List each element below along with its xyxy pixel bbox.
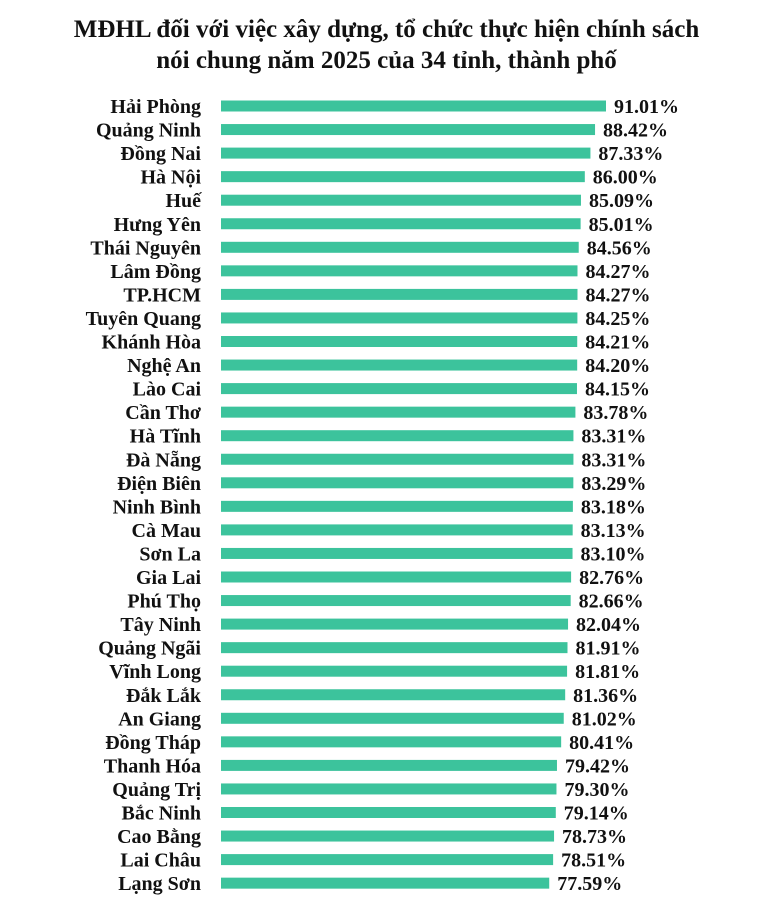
value-label: 84.27% — [585, 260, 651, 283]
bar — [221, 336, 577, 347]
bar — [221, 783, 556, 794]
category-label: Đà Nẵng — [125, 449, 201, 472]
value-label: 83.18% — [580, 496, 646, 519]
bar — [221, 807, 556, 818]
bar — [221, 218, 581, 229]
value-label: 84.21% — [585, 331, 651, 354]
bar — [221, 148, 590, 159]
value-label: 78.51% — [561, 849, 627, 872]
bar — [221, 265, 577, 276]
category-label: Cao Bằng — [117, 826, 201, 849]
category-label: Huế — [165, 190, 201, 213]
category-label: Đồng Nai — [120, 143, 201, 166]
bar — [221, 242, 579, 253]
value-label: 81.36% — [573, 684, 639, 707]
bar — [221, 595, 571, 606]
bar — [221, 878, 549, 889]
bar — [221, 854, 553, 865]
value-label: 79.30% — [564, 778, 630, 801]
value-label: 84.25% — [585, 307, 651, 330]
value-label: 88.42% — [603, 119, 669, 142]
category-label: Đồng Tháp — [105, 731, 201, 754]
category-label: Vĩnh Long — [109, 661, 201, 684]
category-label: Nghệ An — [127, 355, 201, 378]
category-label: Tuyên Quang — [85, 307, 201, 330]
category-label: Ninh Bình — [112, 496, 201, 519]
bar — [221, 524, 573, 535]
value-label: 77.59% — [557, 873, 623, 896]
category-label: Hà Nội — [140, 166, 201, 189]
bar — [221, 171, 585, 182]
bar — [221, 289, 577, 300]
value-label: 83.29% — [581, 472, 647, 495]
bar — [221, 572, 571, 583]
value-label: 85.01% — [588, 213, 654, 236]
value-label: 83.13% — [580, 519, 646, 542]
value-label: 81.91% — [575, 637, 641, 660]
category-label: TP.HCM — [123, 284, 201, 307]
category-label: Đắk Lắk — [125, 684, 201, 707]
category-label: Hải Phòng — [110, 96, 201, 118]
bar — [221, 360, 577, 371]
category-label: Khánh Hòa — [101, 331, 201, 354]
bar — [221, 124, 595, 135]
bar — [221, 454, 573, 465]
bar — [221, 195, 581, 206]
value-label: 79.42% — [564, 755, 630, 778]
category-label: Lai Châu — [120, 849, 201, 872]
bar — [221, 666, 567, 677]
value-label: 83.31% — [581, 449, 647, 472]
bar — [221, 713, 564, 724]
value-label: 81.02% — [571, 708, 637, 731]
category-label: Gia Lai — [135, 567, 201, 589]
value-label: 91.01% — [614, 96, 679, 118]
category-label: Lào Cai — [132, 378, 201, 401]
bar — [221, 831, 554, 842]
category-label: Phú Thọ — [127, 590, 201, 613]
category-label: Sơn La — [139, 543, 201, 566]
value-labels — [557, 96, 679, 895]
bars-group — [221, 101, 606, 889]
bar — [221, 689, 565, 700]
category-label: Quảng Trị — [112, 778, 201, 801]
category-label: Quảng Ninh — [95, 119, 201, 142]
value-label: 79.14% — [563, 802, 629, 825]
bar — [221, 736, 561, 747]
value-label: 82.04% — [576, 614, 642, 637]
category-label: Tây Ninh — [120, 614, 201, 637]
bar — [221, 619, 568, 630]
bar — [221, 407, 575, 418]
category-label: Lạng Sơn — [118, 873, 201, 896]
category-label: Thanh Hóa — [103, 755, 201, 778]
value-label: 84.20% — [585, 355, 651, 378]
value-label: 82.66% — [578, 590, 644, 613]
category-label: An Giang — [118, 708, 201, 731]
category-label: Điện Biên — [117, 472, 201, 495]
category-label: Cần Thơ — [125, 402, 201, 425]
category-label: Cà Mau — [131, 519, 201, 542]
bar — [221, 548, 573, 559]
chart-title-line-1: MĐHL đối với việc xây dựng, tổ chức thực hiện chính sách — [73, 16, 700, 43]
category-label: Lâm Đồng — [110, 260, 201, 283]
category-label: Quảng Ngãi — [98, 637, 201, 660]
bar — [221, 430, 573, 441]
category-labels — [86, 96, 203, 895]
bar — [221, 383, 577, 394]
value-label: 85.09% — [588, 190, 654, 213]
category-label: Hà Tĩnh — [129, 425, 201, 448]
category-label: Thái Nguyên — [90, 237, 201, 260]
bar — [221, 501, 573, 512]
category-label: Hưng Yên — [113, 213, 201, 236]
value-label: 83.78% — [583, 402, 649, 425]
value-label: 83.31% — [581, 425, 647, 448]
value-label: 84.15% — [584, 378, 650, 401]
value-label: 78.73% — [562, 826, 628, 849]
value-label: 80.41% — [569, 731, 635, 754]
category-label: Bắc Ninh — [121, 802, 201, 825]
bar — [221, 477, 573, 488]
value-label: 82.76% — [579, 567, 645, 589]
bar — [221, 760, 557, 771]
value-label: 87.33% — [598, 143, 664, 166]
value-label: 84.56% — [586, 237, 652, 260]
value-label: 81.81% — [575, 661, 641, 684]
value-label: 84.27% — [585, 284, 651, 307]
chart-title-line-2: nói chung năm 2025 của 34 tỉnh, thành phố — [156, 47, 617, 74]
value-label: 83.10% — [580, 543, 646, 566]
value-label: 86.00% — [592, 166, 658, 189]
bar — [221, 642, 568, 653]
bar — [221, 312, 577, 323]
bar — [221, 101, 606, 112]
